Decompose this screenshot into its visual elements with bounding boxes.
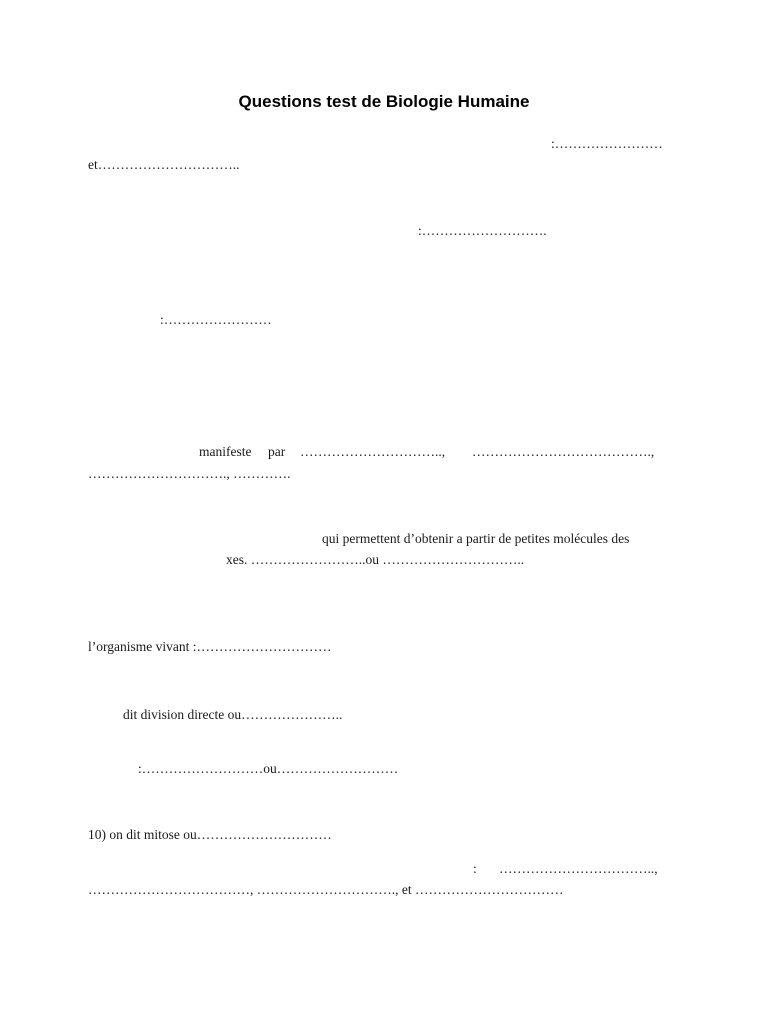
answer-blank-5: ………………………….., — [300, 444, 446, 459]
question-text-division: dit division directe ou………………….. — [123, 707, 343, 722]
answer-blank-6: …………………………………., — [472, 444, 655, 459]
answer-blank-4: :…………………… — [160, 312, 272, 327]
document-title: Questions test de Biologie Humaine — [238, 92, 530, 111]
question-text-organisme: l’organisme vivant :………………………… — [88, 639, 332, 654]
answer-blank-8: xes. ……………………..ou ………………………….. — [226, 552, 525, 567]
answer-blank-7: …………………………., …………. — [88, 466, 291, 481]
answer-blank-9: :………………………ou……………………… — [138, 761, 399, 776]
question-text-manifeste: manifeste — [199, 444, 252, 459]
answer-blank-11: ………………………………, …………………………., et …………………………… — [88, 882, 564, 897]
question-text-molecules: qui permettent d’obtenir a partir de petites molécules des — [322, 531, 630, 546]
question-text-par: par — [268, 444, 286, 459]
answer-blank-10: …………………………….., — [499, 861, 658, 876]
answer-blank-2: et………………………….. — [88, 157, 240, 172]
question-10: 10) on dit mitose ou………………………… — [88, 827, 332, 842]
answer-blank-1: :…………………… — [551, 136, 663, 151]
answer-colon: : — [473, 861, 477, 876]
answer-blank-3: :………………………. — [418, 223, 547, 238]
